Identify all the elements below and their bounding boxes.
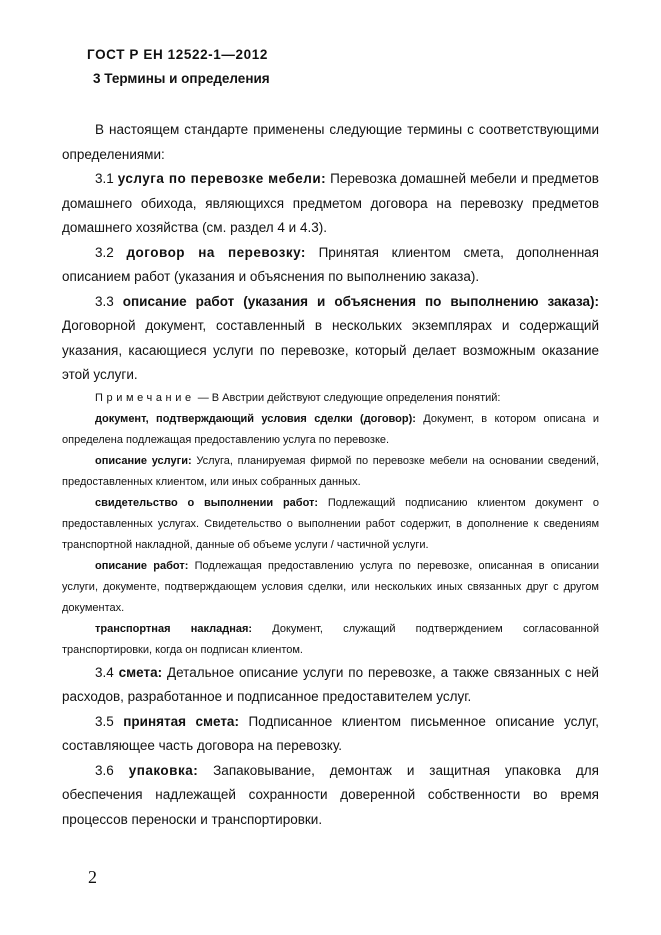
document-body [62, 118, 599, 832]
note-label: Примечание [95, 391, 195, 404]
note-entry [62, 451, 599, 493]
definition-3-6 [62, 759, 599, 833]
definition-text: Принятая клиентом смета, дополненная описанием работ (указания и объяснения по выполнению заказа). [62, 244, 599, 284]
definition-3-4 [62, 661, 599, 710]
intro-paragraph: В настоящем стандарте применены следующие термины с соответствующими определениями: [62, 122, 599, 162]
definition-number: 3.4 [95, 664, 114, 680]
note-entry [62, 619, 599, 661]
note-term: документ, подтверждающий условия сделки (договор): [95, 412, 416, 425]
definition-text: Договорной документ, составленный в нескольких экземплярах и содержащий указания, касающиеся услуги по перевозке, который делает возможным оказание этой услуги. [62, 318, 599, 382]
definition-number: 3.5 [95, 713, 114, 729]
definition-text: Детальное описание услуги по перевозке, а также связанных с ней расходов, разработанное и подписанное предоставителем услуг. [62, 664, 599, 704]
definition-text: Перевозка домашней мебели и предметов домашнего обихода, являющихся предметом договора на перевозку предметов домашнего хозяйства (см. раздел 4 и 4.3). [62, 171, 599, 235]
note-definition: Подлежащая предоставлению услуга по перевозке, описанная в описании услуги, документе, подтверждающем условия сделки, или нескольких иных связанных друг с другом документах. [62, 559, 600, 614]
note-entry [62, 409, 599, 451]
definition-number: 3.6 [95, 762, 114, 778]
note-term: описание услуги: [95, 454, 192, 467]
note-entry [62, 493, 599, 556]
note-intro-text: — В Австрии действуют следующие определения понятий: [197, 391, 501, 404]
document-code: ГОСТ Р ЕН 12522-1—2012 [87, 47, 268, 62]
definition-text: Запаковывание, демонтаж и защитная упаковка для обеспечения надлежащей сохранности доверенной собственности во время процессов переноски и транспортировки. [62, 762, 599, 827]
note-term: свидетельство о выполнении работ: [95, 496, 319, 509]
note-entry [62, 556, 599, 619]
page-number: 2 [88, 867, 97, 887]
definition-3-2 [62, 241, 599, 290]
note-definition: Документ, служащий подтверждением согласованной транспортировки, когда он подписан клиентом. [62, 622, 599, 656]
definition-term: смета: [118, 664, 163, 680]
definition-term: услуга по перевозке мебели: [117, 171, 327, 186]
definition-text: Подписанное клиентом письменное описание услуг, составляющее часть договора на перевозку. [62, 713, 599, 753]
note-definition: Подлежащий подписанию клиентом документ о предоставленных услугах. Свидетельство о выполнении работ содержит, в дополнение к сведениям транспортной накладной, данные об объеме услуги / частичной услуги. [62, 496, 599, 551]
note-definition: Документ, в котором описана и определена подлежащая предоставлению услуга по перевозке. [62, 412, 599, 446]
definition-3-1 [62, 167, 599, 241]
definition-term: принятая смета: [123, 713, 239, 729]
definition-3-5 [62, 710, 599, 759]
definition-term: описание работ (указания и объяснения по выполнению заказа): [122, 293, 599, 309]
definition-number: 3.2 [95, 244, 114, 260]
definition-term: упаковка: [128, 762, 199, 778]
section-heading: 3 Термины и определения [93, 71, 270, 86]
note-term: транспортная накладная: [95, 622, 253, 635]
definition-3-3 [62, 290, 599, 388]
definition-number: 3.3 [95, 293, 114, 309]
definition-number: 3.1 [95, 171, 114, 186]
note-definition: Услуга, планируемая фирмой по перевозке мебели на основании сведений, предоставленных клиентом, или иных собранных данных. [62, 454, 599, 488]
definition-term: договор на перевозку: [126, 244, 306, 260]
note-intro [62, 388, 599, 409]
note-term: описание работ: [95, 559, 189, 572]
